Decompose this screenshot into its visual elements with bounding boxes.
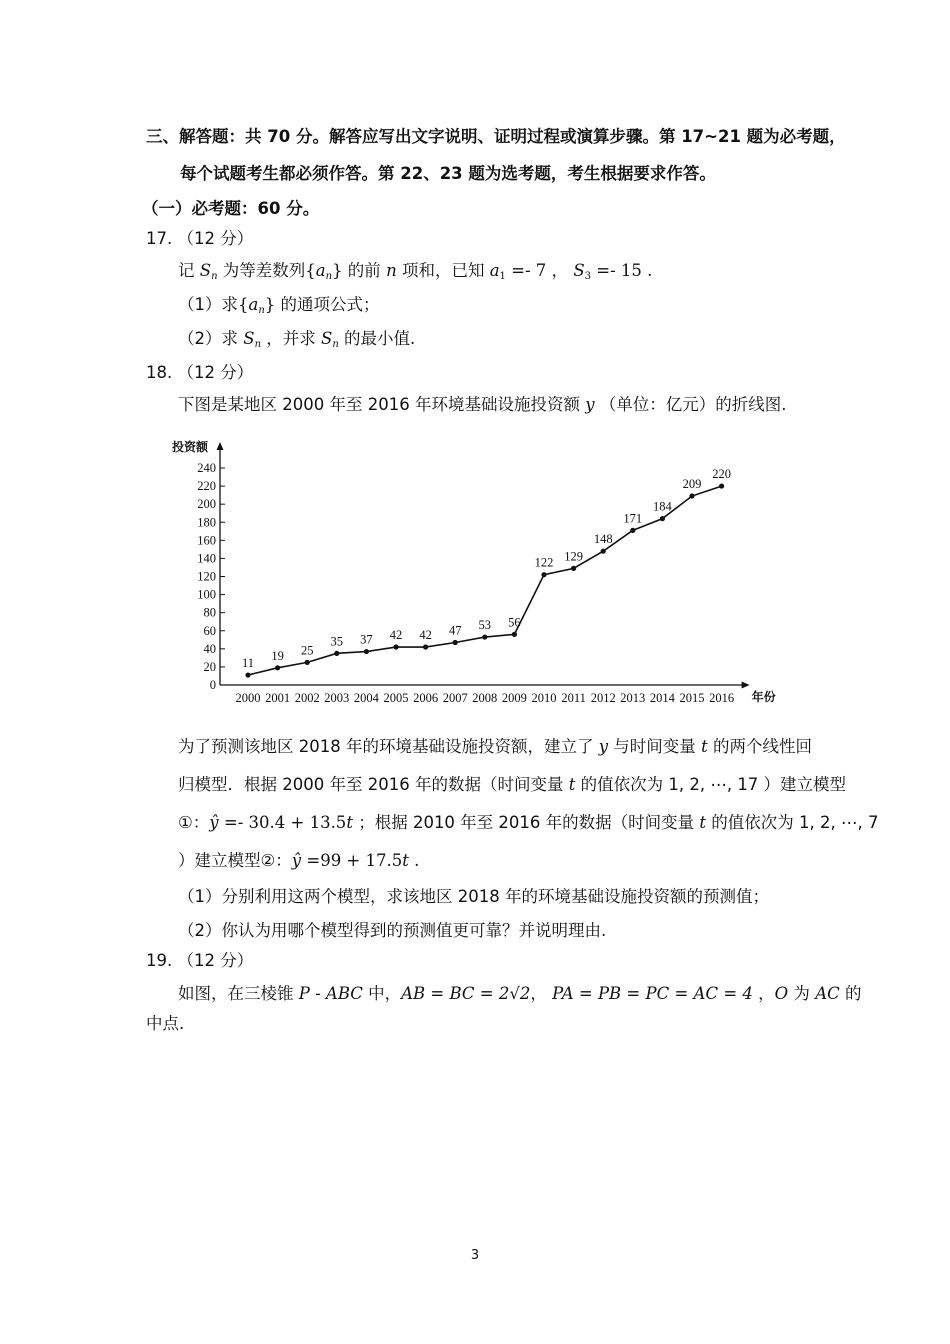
data-point xyxy=(334,651,339,656)
y-tick-label: 40 xyxy=(203,641,216,656)
data-point xyxy=(601,549,606,554)
x-tick-label: 2015 xyxy=(679,691,705,705)
x-tick-label: 2003 xyxy=(324,691,350,705)
data-label: 220 xyxy=(712,467,731,482)
data-point xyxy=(660,516,665,521)
data-label: 47 xyxy=(448,623,462,638)
data-label: 209 xyxy=(682,477,702,492)
x-tick-label: 2011 xyxy=(561,691,586,705)
data-label: 25 xyxy=(300,643,314,658)
y-tick-label: 220 xyxy=(197,479,216,494)
data-point xyxy=(689,493,694,498)
x-tick-label: 2008 xyxy=(472,691,498,705)
data-label: 37 xyxy=(360,632,373,647)
subsection-heading: （一）必考题：60 分。 xyxy=(142,199,320,218)
x-tick-label: 2007 xyxy=(442,691,468,705)
y-axis-label: 投资额 xyxy=(172,440,209,454)
data-point xyxy=(453,640,458,645)
q17-part2: （2）求 $S_n$ ，并求 $S_n$ 的最小值. xyxy=(178,329,416,350)
y-tick-label: 100 xyxy=(197,587,216,602)
data-point xyxy=(630,528,635,533)
q18-part2: （2）你认为用哪个模型得到的预测值更可靠？并说明理由. xyxy=(178,921,607,940)
y-tick-label: 140 xyxy=(197,551,216,566)
q18-heading: 18. （12 分） xyxy=(146,363,254,382)
data-label: 171 xyxy=(623,511,643,526)
x-tick-label: 2012 xyxy=(590,691,616,705)
q19-stem: 如图，在三棱锥 P - ABC 中，AB = BC = 2√2， PA = PB = PC = AC = 4 ，O 为 AC 的 xyxy=(178,984,862,1003)
q17-stem: 记 $S_n$ 为等差数列$\{a_n\}$ 的前 n 项和，已知 $a_1 =- 7$ ， $S_3 =- 15$ . xyxy=(178,261,653,282)
data-point xyxy=(275,665,280,670)
data-point xyxy=(571,566,576,571)
y-tick-label: 60 xyxy=(203,623,216,638)
q18-part1: （1）分别利用这两个模型，求该地区 2018 年的环境基础设施投资额的预测值； xyxy=(178,887,769,906)
data-point xyxy=(393,644,398,649)
data-label: 11 xyxy=(241,656,255,671)
x-tick-label: 2002 xyxy=(294,691,320,705)
data-point xyxy=(719,483,724,488)
investment-line-chart xyxy=(168,428,788,718)
x-tick-label: 2014 xyxy=(649,691,675,705)
data-label: 122 xyxy=(534,555,554,570)
y-tick-label: 180 xyxy=(197,515,216,530)
x-axis-arrow xyxy=(742,682,750,689)
x-axis-label: 年份 xyxy=(751,690,776,704)
x-tick-label: 2004 xyxy=(353,691,379,705)
y-tick-label: 240 xyxy=(197,461,216,475)
q17-part1: （1）求$\{a_n\}$ 的通项公式； xyxy=(178,295,380,316)
x-tick-label: 2013 xyxy=(620,691,646,705)
y-tick-label: 120 xyxy=(197,569,216,584)
q18-text-4: ）建立模型②：ŷ =99 + 17.5t . xyxy=(178,851,420,870)
q18-text-1: 为了预测该地区 2018 年的环境基础设施投资额，建立了 y 与时间变量 t 的两个线性回 xyxy=(178,737,812,756)
series-line xyxy=(248,486,722,675)
data-point xyxy=(423,644,428,649)
data-point xyxy=(482,634,487,639)
data-label: 148 xyxy=(593,532,613,547)
y-tick-label: 160 xyxy=(197,533,216,548)
data-point xyxy=(245,672,250,677)
x-tick-label: 2016 xyxy=(709,691,735,705)
x-tick-label: 2005 xyxy=(383,691,409,705)
q18-text-3: ①：ŷ =- 30.4 + 13.5t ；根据 2010 年至 2016 年的数据（时间变量 t 的值依次为 1, 2, ⋯, 7 xyxy=(178,813,879,832)
data-label: 184 xyxy=(653,499,672,514)
y-tick-label: 0 xyxy=(209,678,216,692)
data-label: 35 xyxy=(330,634,344,649)
data-label: 42 xyxy=(389,628,403,643)
q19-heading: 19. （12 分） xyxy=(146,951,254,970)
y-tick-label: 20 xyxy=(203,659,216,674)
q17-heading: 17. （12 分） xyxy=(146,229,254,248)
data-label: 19 xyxy=(271,648,284,663)
data-point xyxy=(541,572,546,577)
data-point xyxy=(364,649,369,654)
y-axis-arrow xyxy=(217,442,224,450)
page-number: 3 xyxy=(470,1248,480,1263)
y-tick-label: 200 xyxy=(197,497,216,512)
q18-text-2: 归模型．根据 2000 年至 2016 年的数据（时间变量 t 的值依次为 1, 2, ⋯, 17 ）建立模型 xyxy=(178,775,847,794)
data-point xyxy=(512,632,517,637)
x-tick-label: 2010 xyxy=(531,691,557,705)
data-label: 129 xyxy=(564,549,583,564)
x-tick-label: 2000 xyxy=(235,691,261,705)
data-label: 42 xyxy=(419,628,432,643)
section-heading: 三、解答题：共 70 分。解答应写出文字说明、证明过程或演算步骤。第 17~21 题为必考题， xyxy=(146,127,846,146)
x-tick-label: 2001 xyxy=(265,691,291,705)
x-tick-label: 2006 xyxy=(413,691,439,705)
section-heading-cont: 每个试题考生都必须作答。第 22、23 题为选考题，考生根据要求作答。 xyxy=(180,164,716,183)
y-tick-label: 80 xyxy=(203,605,216,620)
data-point xyxy=(305,660,310,665)
x-tick-label: 2009 xyxy=(501,691,527,705)
q18-intro: 下图是某地区 2000 年至 2016 年环境基础设施投资额 y （单位：亿元）的折线图. xyxy=(178,395,787,414)
data-label: 53 xyxy=(478,618,492,633)
q19-stem-cont: 中点. xyxy=(146,1014,185,1033)
data-label: 56 xyxy=(508,615,521,630)
